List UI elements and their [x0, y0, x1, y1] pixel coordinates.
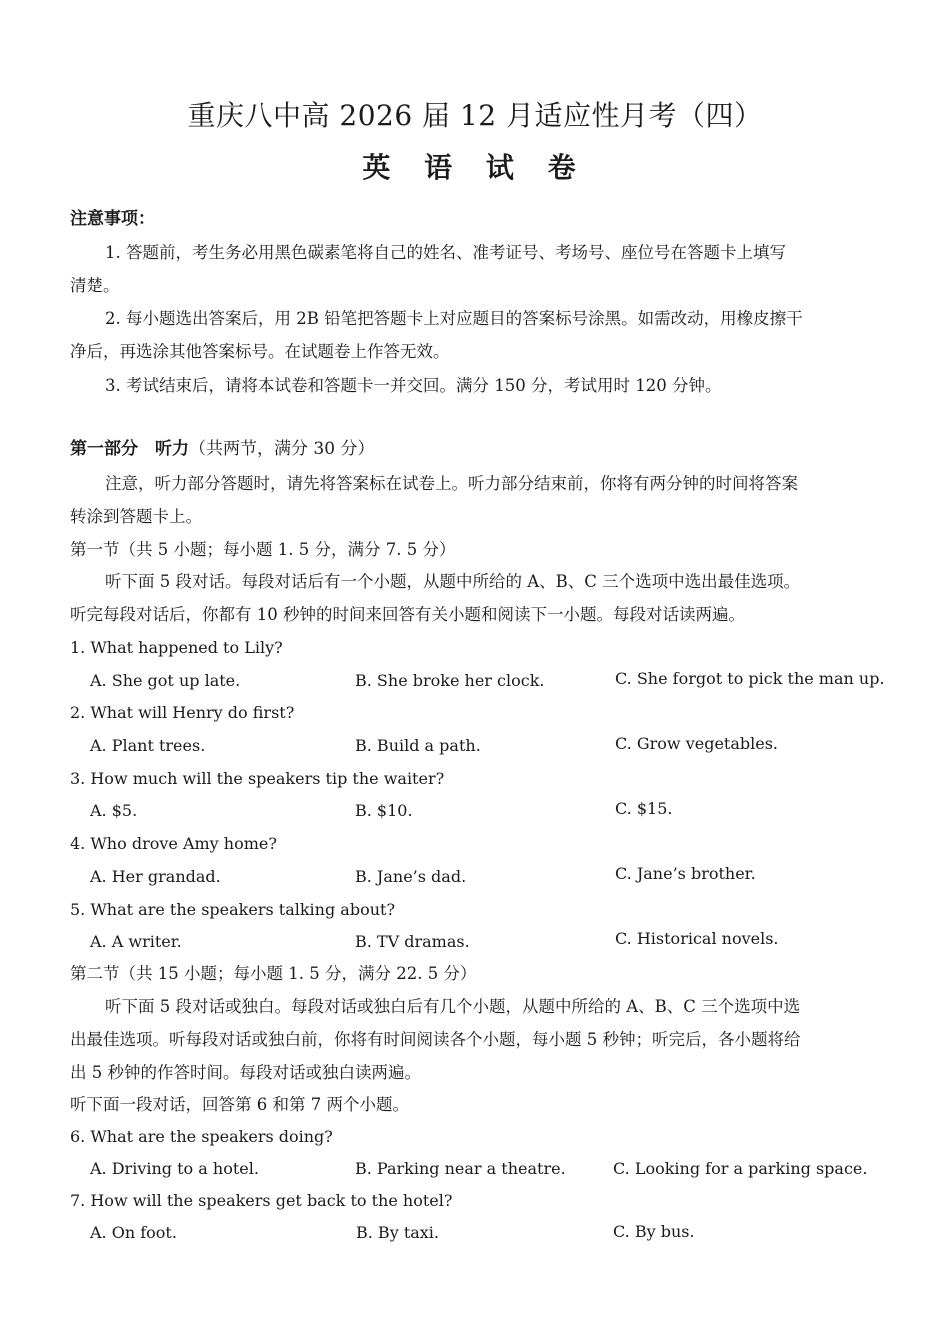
question-2-option-c[interactable]: C. Grow vegetables. — [615, 734, 778, 753]
section2-instruction-cont-1: 出最佳选项。听每段对话或独白前，你将有时间阅读各个小题，每小题 5 秒钟；听完后，各小题将给 — [70, 1030, 801, 1049]
question-3-option-b[interactable]: B. $10. — [355, 801, 413, 820]
section1-heading: 第一节（共 5 小题；每小题 1. 5 分，满分 7. 5 分） — [70, 540, 456, 559]
part1-note-cont: 转涂到答题卡上。 — [70, 507, 202, 526]
notice-item-3: 3. 考试结束后，请将本试卷和答题卡一并交回。满分 150 分，考试用时 120 分钟。 — [105, 376, 722, 395]
notice-item-1-cont: 清楚。 — [70, 276, 120, 295]
question-3: 3. How much will the speakers tip the waiter? — [70, 769, 445, 788]
part1-heading — [70, 433, 890, 466]
question-6: 6. What are the speakers doing? — [70, 1127, 333, 1146]
section2-sub-instruction: 听下面一段对话，回答第 6 和第 7 两个小题。 — [70, 1095, 409, 1114]
part1-heading-info: （共两节，满分 30 分） — [189, 439, 375, 459]
notice-item-2: 2. 每小题选出答案后，用 2B 铅笔把答题卡上对应题目的答案标号涂黑。如需改动，用橡皮擦干 — [105, 309, 803, 328]
question-4-option-b[interactable]: B. Jane’s dad. — [355, 867, 467, 886]
question-4-option-a[interactable]: A. Her grandad. — [90, 867, 221, 886]
question-5-option-c[interactable]: C. Historical novels. — [615, 929, 779, 948]
page-subtitle: 英 语 试 卷 — [362, 151, 588, 184]
question-3-option-c[interactable]: C. $15. — [615, 799, 673, 818]
question-7: 7. How will the speakers get back to the hotel? — [70, 1191, 453, 1210]
question-2-option-b[interactable]: B. Build a path. — [355, 736, 481, 755]
question-5-option-a[interactable]: A. A writer. — [90, 932, 182, 951]
question-1: 1. What happened to Lily? — [70, 638, 283, 657]
question-5: 5. What are the speakers talking about? — [70, 900, 396, 919]
section1-instruction: 听下面 5 段对话。每段对话后有一个小题，从题中所给的 A、B、C 三个选项中选出最佳选项。 — [105, 572, 801, 591]
question-1-option-c[interactable]: C. She forgot to pick the man up. — [615, 669, 885, 688]
page-title: 重庆八中高 2026 届 12 月适应性月考（四） — [187, 99, 763, 132]
part1-heading-label: 第一部分 听力 — [70, 439, 189, 459]
question-1-option-a[interactable]: A. She got up late. — [90, 671, 241, 690]
question-2-option-a[interactable]: A. Plant trees. — [90, 736, 206, 755]
question-4: 4. Who drove Amy home? — [70, 834, 277, 853]
section2-heading: 第二节（共 15 小题；每小题 1. 5 分，满分 22. 5 分） — [70, 964, 477, 983]
question-6-option-a[interactable]: A. Driving to a hotel. — [90, 1159, 259, 1178]
section1-instruction-cont: 听完每段对话后，你都有 10 秒钟的时间来回答有关小题和阅读下一小题。每段对话读两遍。 — [70, 605, 745, 624]
question-4-option-c[interactable]: C. Jane’s brother. — [615, 864, 756, 883]
question-7-option-a[interactable]: A. On foot. — [90, 1223, 177, 1242]
notice-heading: 注意事项： — [70, 209, 155, 229]
question-6-option-b[interactable]: B. Parking near a theatre. — [355, 1159, 566, 1178]
part1-note: 注意，听力部分答题时，请先将答案标在试卷上。听力部分结束前，你将有两分钟的时间将答案 — [105, 474, 798, 493]
question-2: 2. What will Henry do first? — [70, 703, 295, 722]
question-5-option-b[interactable]: B. TV dramas. — [355, 932, 470, 951]
question-1-option-b[interactable]: B. She broke her clock. — [355, 671, 545, 690]
section2-instruction: 听下面 5 段对话或独白。每段对话或独白后有几个小题，从题中所给的 A、B、C 三个选项中选 — [105, 997, 801, 1016]
section2-instruction-cont-2: 出 5 秒钟的作答时间。每段对话或独白读两遍。 — [70, 1063, 421, 1082]
question-3-option-a[interactable]: A. $5. — [90, 801, 138, 820]
question-7-option-c[interactable]: C. By bus. — [613, 1222, 695, 1241]
question-7-option-b[interactable]: B. By taxi. — [356, 1223, 440, 1242]
question-6-option-c[interactable]: C. Looking for a parking space. — [613, 1159, 868, 1178]
notice-item-1: 1. 答题前，考生务必用黑色碳素笔将自己的姓名、准考证号、考场号、座位号在答题卡上填写 — [105, 243, 786, 262]
notice-item-2-cont: 净后，再选涂其他答案标号。在试题卷上作答无效。 — [70, 342, 450, 361]
